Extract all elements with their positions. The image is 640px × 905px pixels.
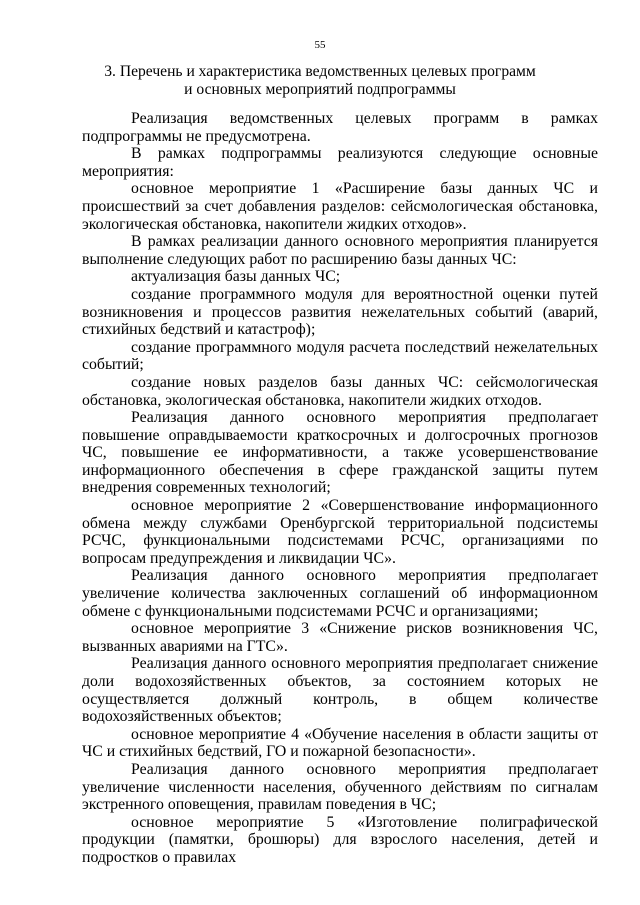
paragraph: основное мероприятие 1 «Расширение базы данных ЧС и происшествий за счет добавления разделов: сейсмологическая обстановка, экологическая обстановка, накопители жидких отходов». <box>82 180 598 233</box>
section-heading: 3. Перечень и характеристика ведомственных целевых программ и основных мероприятий подпрограммы <box>104 63 536 98</box>
paragraph: В рамках реализации данного основного мероприятия планируется выполнение следующих работ по расширению базы данных ЧС: <box>82 233 598 268</box>
paragraph: основное мероприятие 3 «Снижение рисков возникновения ЧС, вызванных авариями на ГТС». <box>82 620 598 655</box>
paragraph: основное мероприятие 2 «Совершенствование информационного обмена между службами Оренбургской территориальной подсистемы РСЧС, функциональными подсистемами РСЧС, организациями по вопросам предупреждения и ликвидации ЧС». <box>82 497 598 567</box>
paragraph: В рамках подпрограммы реализуются следующие основные мероприятия: <box>82 145 598 180</box>
paragraph: Реализация данного основного мероприятия предполагает снижение доли водохозяйственных объектов, за состоянием которых не осуществляется должный контроль, в общем количестве водохозяйственных объектов; <box>82 655 598 726</box>
paragraph: Реализация данного основного мероприятия предполагает увеличение численности населения, обученного действиям по сигналам экстренного оповещения, правилам поведения в ЧС; <box>82 760 598 814</box>
paragraph: Реализация данного основного мероприятия предполагает повышение оправдываемости краткосрочных и долгосрочных прогнозов ЧС, повышение ее информативности, а также усовершенствование информационного обеспечения в сфере гражданской защиты путем внедрения современных технологий; <box>82 409 598 497</box>
paragraph: актуализация базы данных ЧС; <box>131 268 341 286</box>
paragraph: Реализация ведомственных целевых программ в рамках подпрограммы не предусмотрена. <box>82 110 598 145</box>
paragraph: создание программного модуля для вероятностной оценки путей возникновения и процессов развития нежелательных событий (аварий, стихийных бедствий и катастроф); <box>82 285 598 339</box>
paragraph: основное мероприятие 5 «Изготовление полиграфической продукции (памятки, брошюры) для взрослого населения, детей и подростков о правилах <box>82 813 598 866</box>
page-number: 55 <box>314 39 326 51</box>
paragraph: Реализация данного основного мероприятия предполагает увеличение количества заключенных соглашений об информационном обмене с функциональными подсистемами РСЧС и организациями; <box>82 567 598 620</box>
body-text <box>82 110 598 867</box>
paragraph: основное мероприятие 4 «Обучение населения в области защиты от ЧС и стихийных бедствий, ГО и пожарной безопасности». <box>82 725 598 761</box>
paragraph: создание программного модуля расчета последствий нежелательных событий; <box>82 338 598 374</box>
paragraph: создание новых разделов базы данных ЧС: сейсмологическая обстановка, экологическая обстановка, накопители жидких отходов. <box>82 373 598 409</box>
